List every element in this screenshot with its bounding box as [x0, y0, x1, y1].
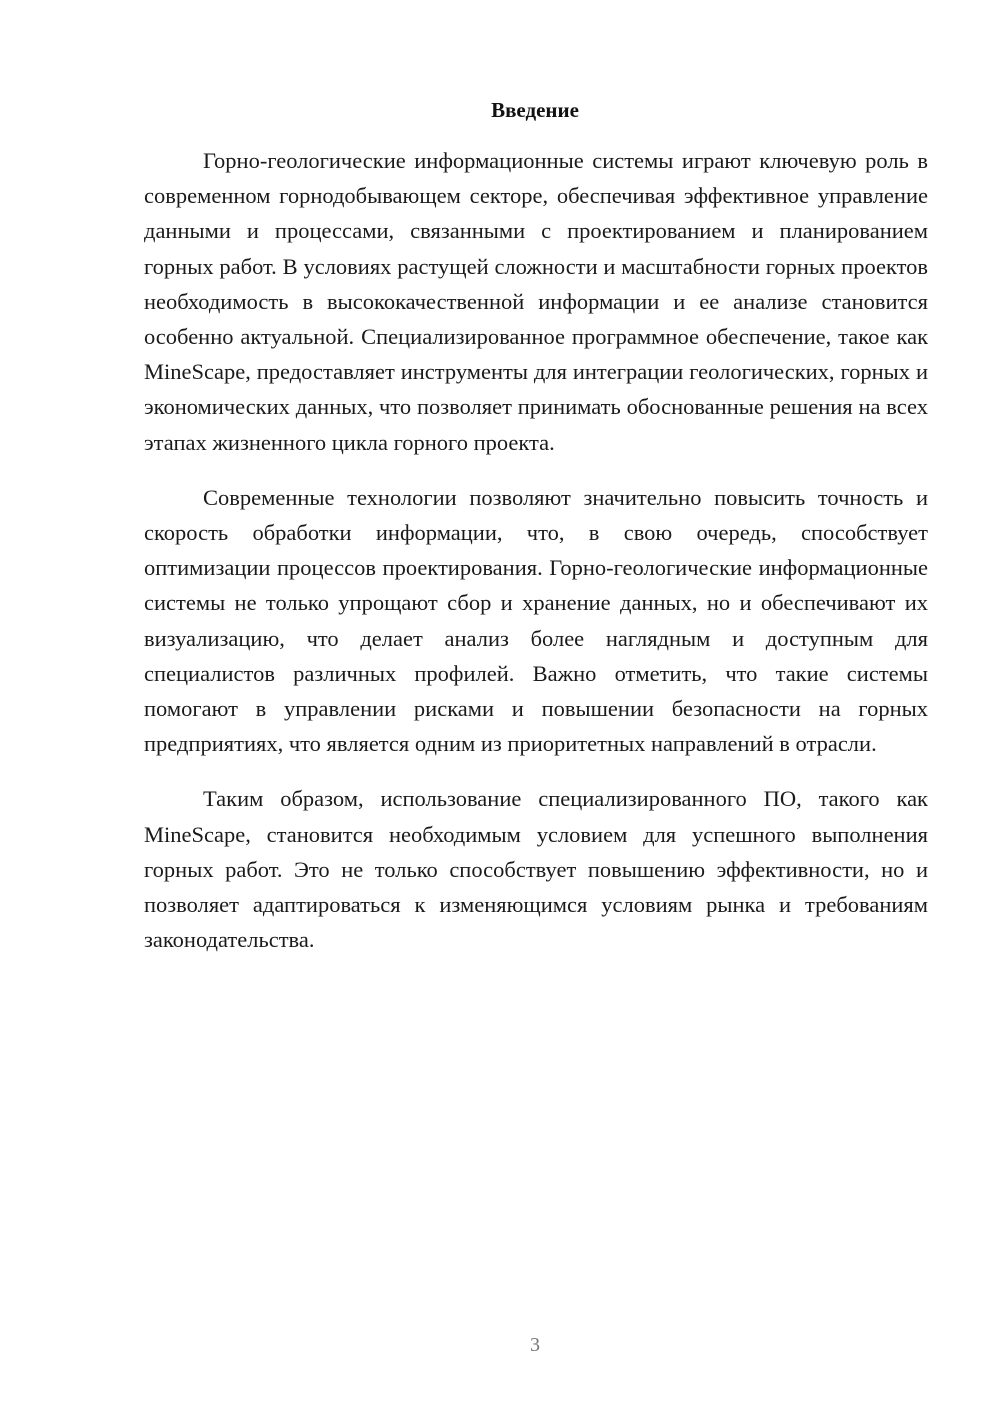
page-title: Введение	[491, 98, 579, 122]
paragraph-1: Горно-геологические информационные системы играют ключевую роль в современном горнодобывающем секторе, обеспечивая эффективное управление данными и процессами, связанными с проектированием и планированием горных работ. В условиях растущей сложности и масштабности горных проектов необходимость в высококачественной информации и ее анализе становится особенно актуальной. Специализированное программное обеспечение, такое как MineScape, предоставляет инструменты для интеграции геологических, горных и экономических данных, что позволяет принимать обоснованные решения на всех этапах жизненного цикла горного проекта.	[144, 148, 928, 455]
paragraph-2: Современные технологии позволяют значительно повысить точность и скорость обработки информации, что, в свою очередь, способствует оптимизации процессов проектирования. Горно-геологические информационные системы не только упрощают сбор и хранение данных, но и обеспечивают их визуализацию, что делает анализ более наглядным и доступным для специалистов различных профилей. Важно отметить, что такие системы помогают в управлении рисками и повышении безопасности на горных предприятиях, что является одним из приоритетных направлений в отрасли.	[144, 484, 928, 757]
body-text	[144, 143, 928, 957]
page-number: 3	[530, 1334, 540, 1356]
paragraph-3: Таким образом, использование специализированного ПО, такого как MineScape, становится необходимым условием для успешного выполнения горных работ. Это не только способствует повышению эффективности, но и позволяет адаптироваться к изменяющимся условиям рынка и требованиям законодательства.	[144, 786, 928, 953]
